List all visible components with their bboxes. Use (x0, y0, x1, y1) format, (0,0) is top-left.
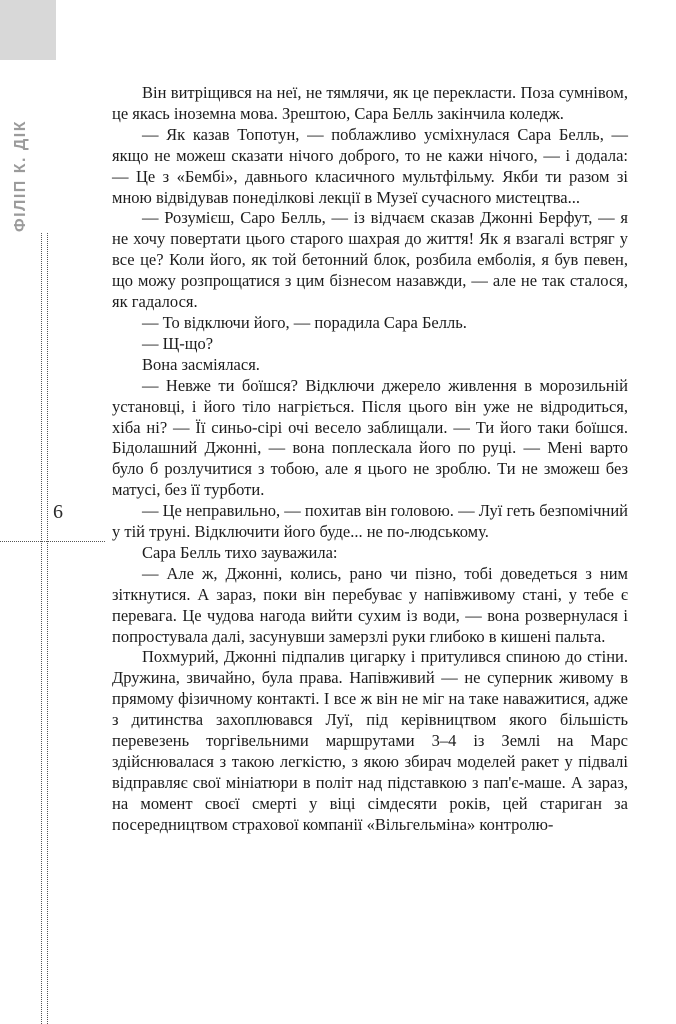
paragraph: — Невже ти боїшся? Відключи джерело живлення в морозильній установці, і його тіло нагріється. Після цього він уже не відродиться, хіба ні? — Її синьо-сірі очі весело заблищали. — Ти його таки боїшся. Бідолашний Джонні, — вона поплескала його по руці. — Мені варто було б розлучитися з тобою, але я цього не зроблю. Ти не зможеш без матусі, без її турботи. (112, 375, 628, 500)
margin-dotted-line-outer (41, 233, 42, 1024)
paragraph: — Як казав Топотун, — поблажливо усміхнулася Сара Белль, — якщо не можеш сказати нічого доброго, то не кажи нічого, — і додала: — Це з «Бембі», давнього класичного мультфільму. Якби ти разом зі мною відвідував понеділкові лекції в Музеї сучасного мистецтва... (112, 124, 628, 207)
paragraph: — Але ж, Джонні, колись, рано чи пізно, тобі доведеться з ним зіткнутися. А зараз, поки він перебуває у напівживому стані, у тебе є перевага. Це чудова нагода вийти сухим із води, — вона розвернулася і попростувала далі, засунувши замерзлі руки глибоко в кишені пальта. (112, 563, 628, 646)
paragraph: — Це неправильно, — похитав він головою. — Луї геть безпомічний у тій труні. Відключити його буде... не по-людському. (112, 501, 628, 542)
margin-dotted-line-inner (47, 233, 48, 1024)
body-text (112, 83, 628, 836)
paragraph: Похмурий, Джонні підпалив цигарку і притулився спиною до стіни. Дружина, звичайно, була права. Напівживий — не суперник живому в прямому фізичному контакті. І все ж він не міг на таке наважитися, адже з дитинства захоплювався Луї, під керівництвом якого більшість перевезень торгівельними маршрутами 3–4 із Землі на Марс здійснювалася з такою легкістю, з якою збирач моделей ракет у підвалі відправляє свої мініатюри в політ над підставкою з пап'є-маше. А зараз, на момент своєї смерті у віці сімдесяти років, цей стариган за посередництвом страхової компанії «Вільгельміна» контролю- (112, 647, 628, 834)
margin-dotted-rule (0, 541, 105, 542)
paragraph: Він витріщився на неї, не тямлячи, як це перекласти. Поза сумнівом, це якась іноземна мова. Зрештою, Сара Белль закінчила коледж. (112, 83, 628, 123)
paragraph: — Розумієш, Саро Белль, — із відчаєм сказав Джонні Берфут, — я не хочу повертати цього старого шахрая до життя! Як я взагалі встряг у все це? Коли його, як той бетонний блок, розбила емболія, я був певен, що можу розпрощатися з цим бізнесом назавжди, — але не так сталося, як гадалося. (112, 208, 628, 312)
corner-decoration (0, 0, 56, 60)
paragraph: Вона засміялася. (142, 354, 260, 374)
paragraph: — То відключи його, — порадила Сара Белль. (142, 312, 467, 332)
paragraph: — Щ-що? (142, 333, 214, 353)
author-name-vertical: ФІЛІП К. ДІК (12, 120, 29, 232)
paragraph: Сара Белль тихо зауважила: (142, 542, 338, 562)
page-number: 6 (53, 501, 63, 523)
